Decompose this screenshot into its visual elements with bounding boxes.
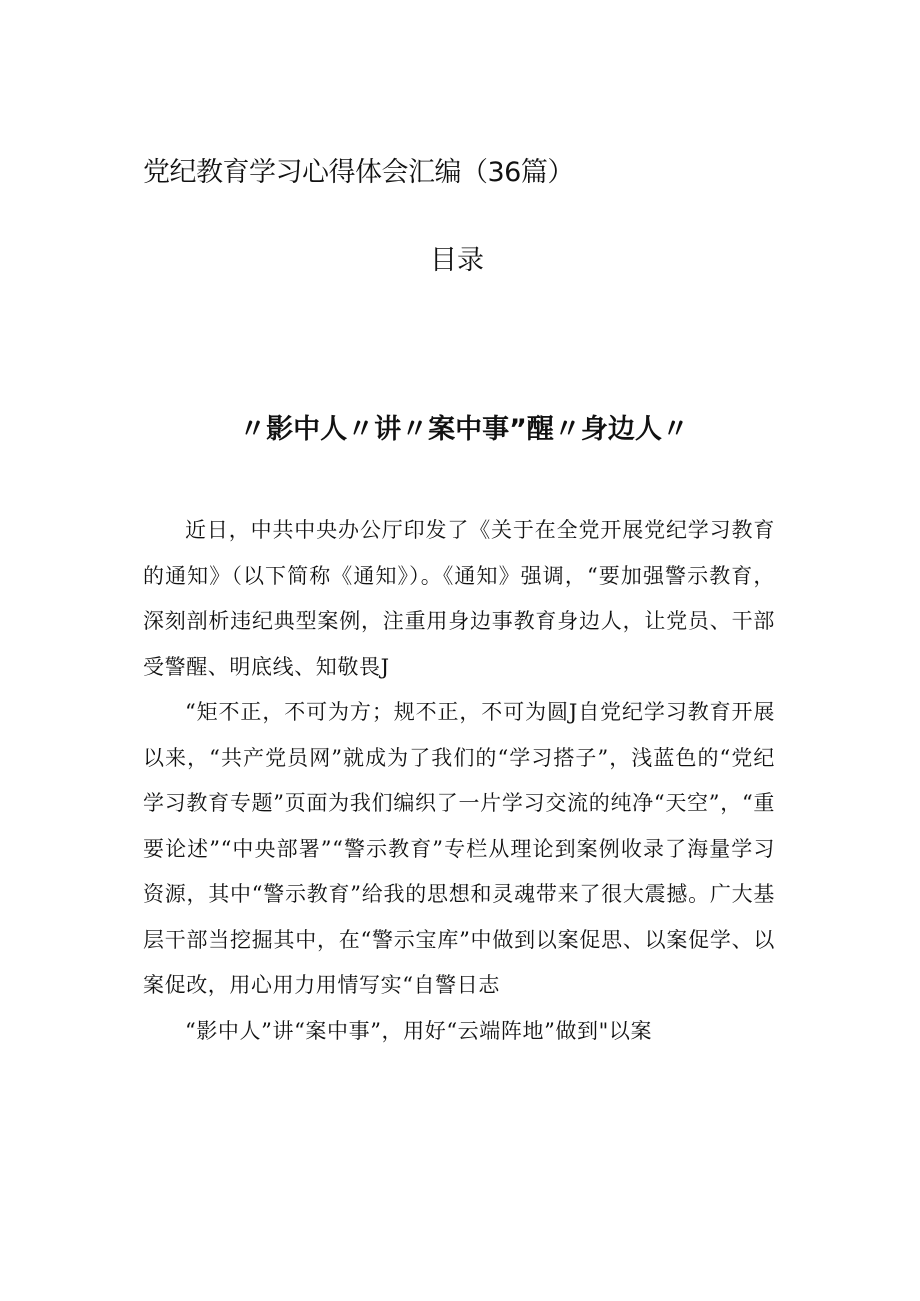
article-body (143, 508, 775, 1054)
paragraph: “矩不正，不可为方；规不正，不可为圆J自党纪学习教育开展以来，“共产党员网”就成为了我们的“学习搭子”，浅蓝色的“党纪学习教育专题”页面为我们编织了一片学习交流的纯净“天空”，“重要论述”“中央部署”“警示教育”专栏从理论到案例收录了海量学习资源，其中“警示教育”给我的思想和灵魂带来了很大震撼。广大基层干部当挖掘其中，在“警示宝库”中做到以案促思、以案促学、以案促改，用心用力用情写实“自警日志 (143, 700, 775, 997)
document-title: 党纪教育学习心得体会汇编（36篇） (143, 157, 574, 188)
article-title: 〃影中人〃讲〃案中事”醒〃身边人〃 (239, 414, 689, 445)
toc-heading: 目录 (430, 245, 484, 276)
paragraph: “影中人”讲“案中事”，用好“云端阵地”做到"以案 (185, 1018, 653, 1043)
paragraph: 近日，中共中央办公厅印发了《关于在全党开展党纪学习教育的通知》（以下简称《通知》）。《通知》强调，“要加强警示教育，深刻剖析违纪典型案例，注重用身边事教育身边人，让党员、干部受警醒、明底线、知敬畏J (143, 518, 775, 679)
